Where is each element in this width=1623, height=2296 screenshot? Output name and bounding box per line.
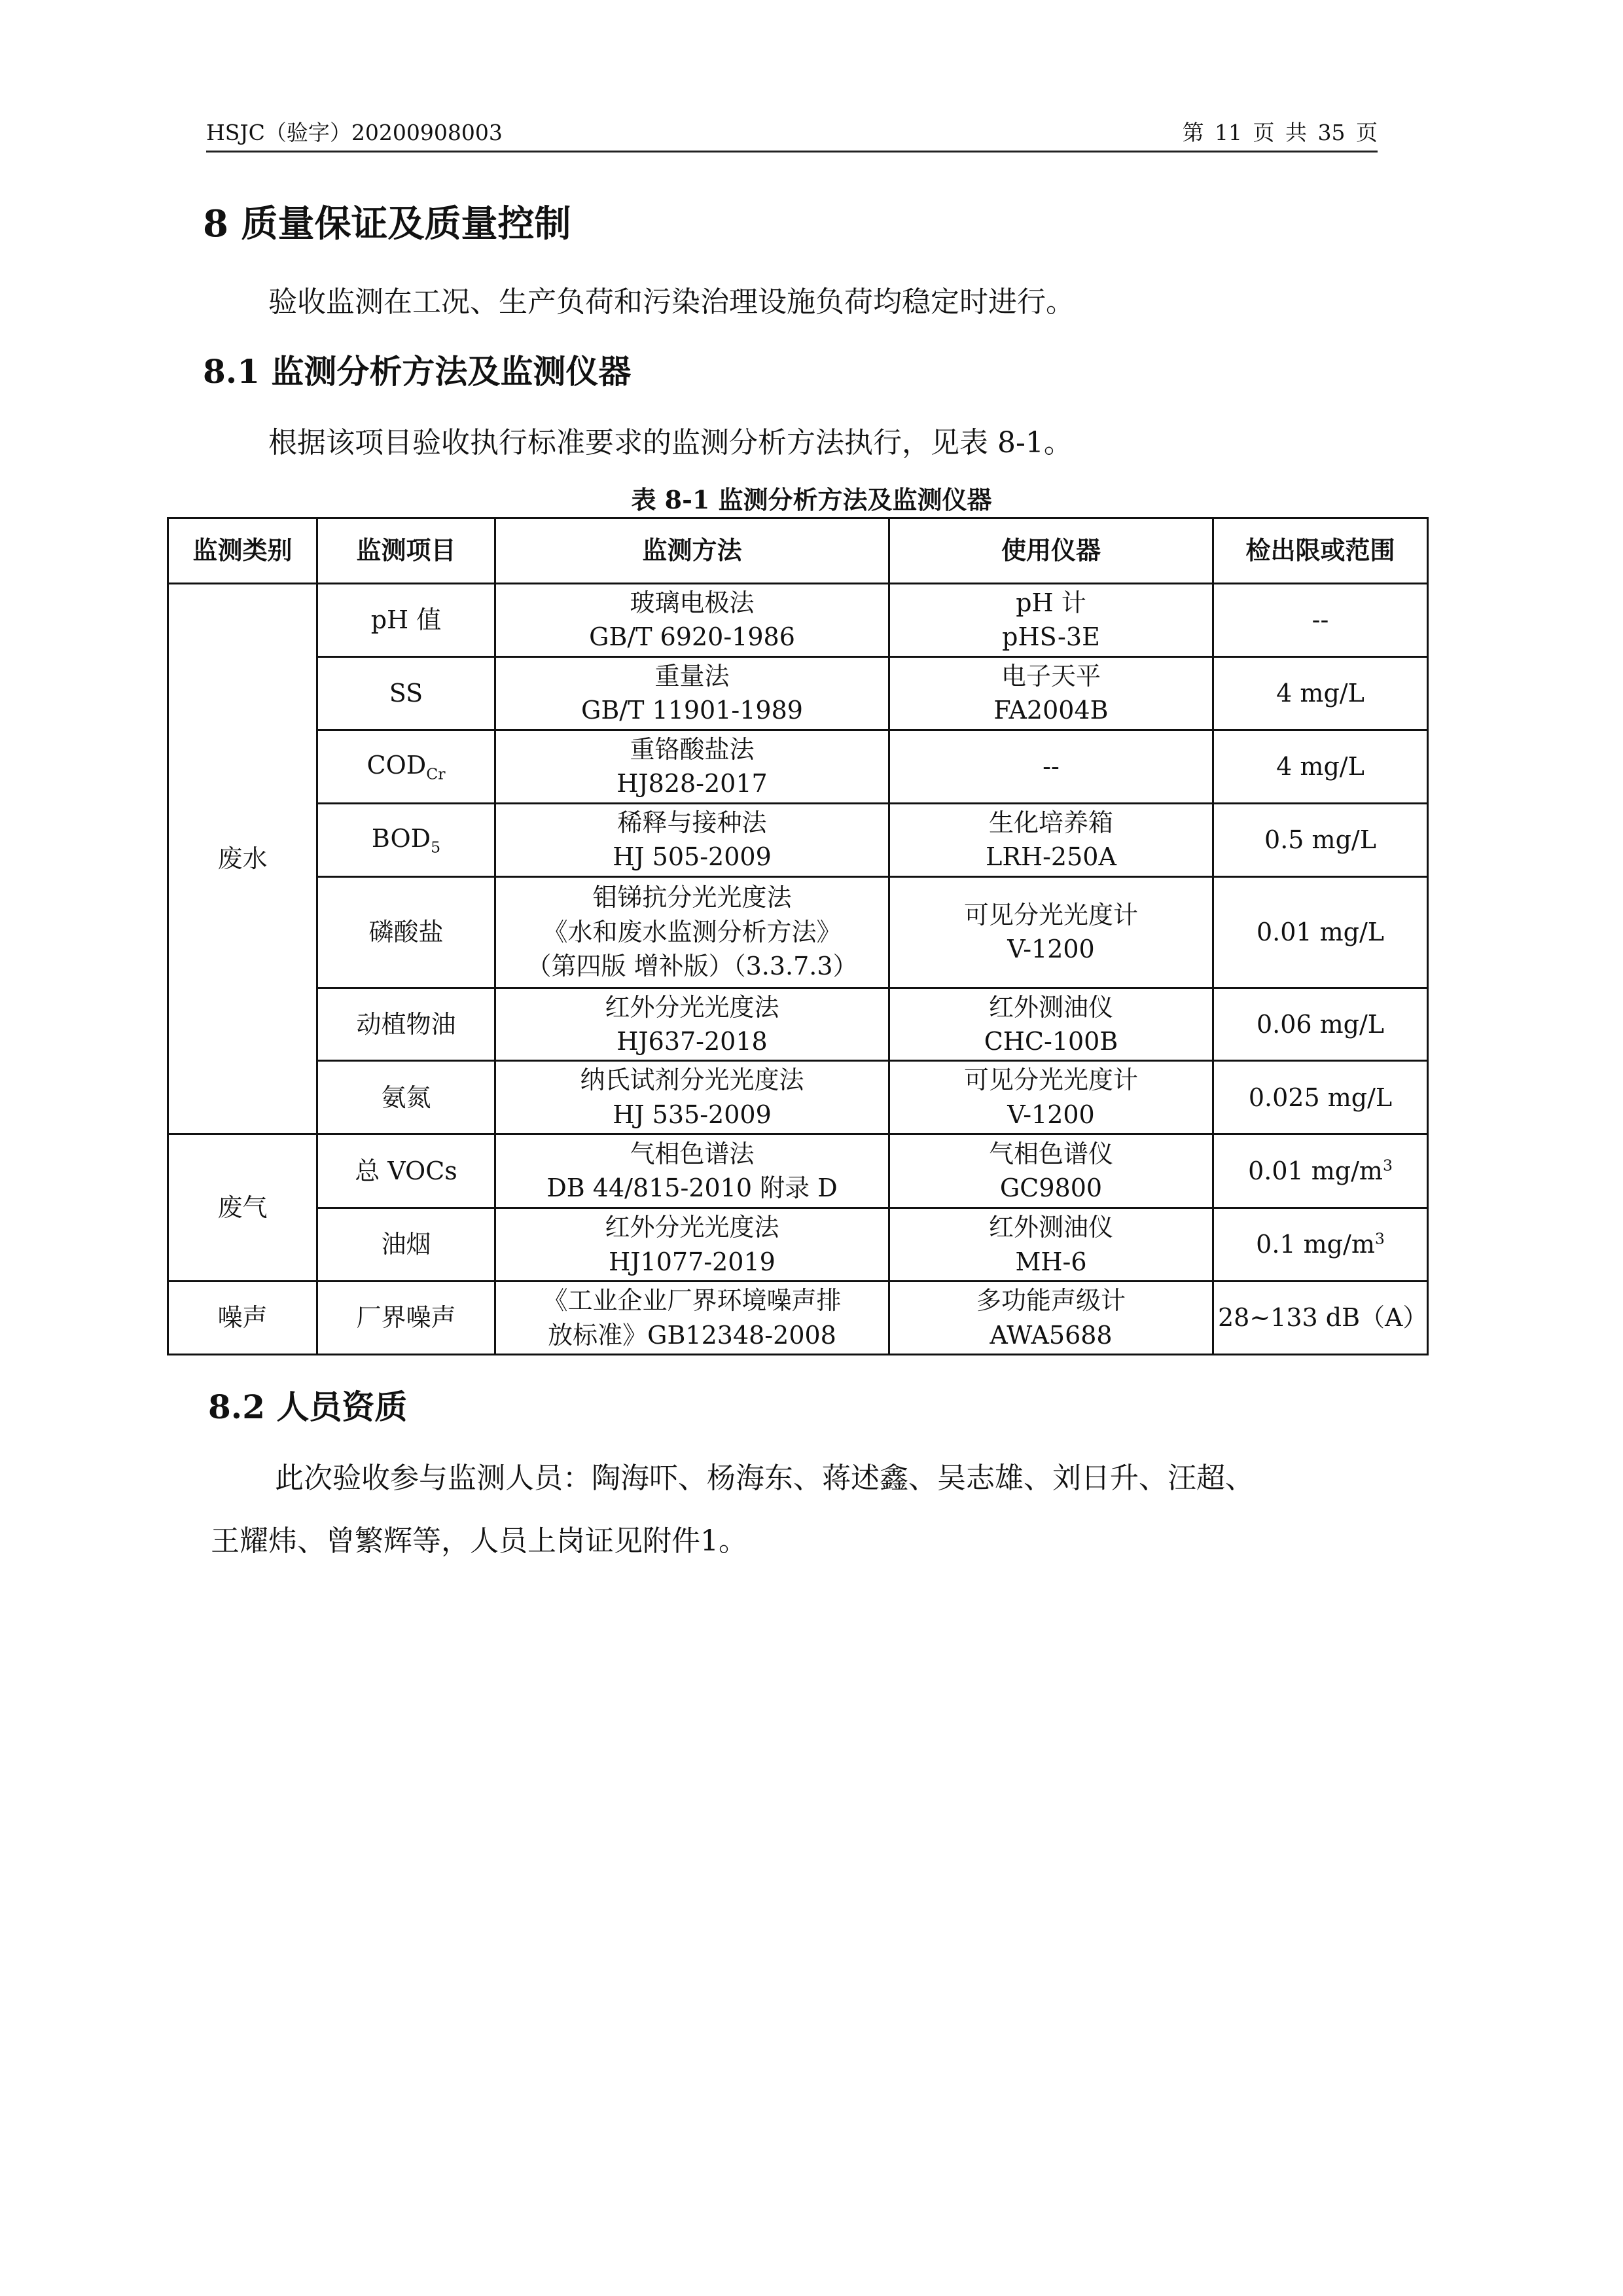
table-row [168,1208,1428,1282]
method-name: 重量法 [654,661,730,691]
item-base: COD [366,751,427,780]
limit-cell [1213,1134,1428,1208]
instrument-cell: -- [889,730,1213,803]
item-cell [317,730,495,803]
item-cell: pH 值 [317,584,495,657]
instrument-cell [889,876,1213,988]
instrument-cell [889,584,1213,657]
category-cell-water: 废水 [168,584,317,1134]
instrument-model: FA2004B [993,696,1109,725]
limit-cell [1213,1208,1428,1282]
limit-base: 0.01 mg/m [1248,1157,1383,1186]
method-standard: GB/T 11901-1989 [581,696,803,725]
limit-cell: 4 mg/L [1213,730,1428,803]
method-standard: HJ637-2018 [616,1026,768,1056]
instrument-model: MH-6 [1015,1247,1087,1276]
method-standard: DB 44/815-2010 附录 D [546,1174,838,1203]
instrument-name: 电子天平 [1001,661,1101,691]
limit-cell: -- [1213,584,1428,657]
item-cell: 磷酸盐 [317,876,495,988]
method-standard: HJ 505-2009 [613,842,772,872]
instrument-name: 红外测油仪 [988,992,1113,1022]
table-row [168,730,1428,803]
method-cell [495,988,889,1061]
method-name: 重铬酸盐法 [630,734,755,764]
method-cell [495,584,889,657]
instrument-model: pHS-3E [1002,622,1100,652]
method-name: 红外分光光度法 [605,992,779,1022]
instrument-model: V-1200 [1007,935,1095,963]
header-instrument: 使用仪器 [889,518,1213,584]
instrument-name: 多功能声级计 [976,1286,1126,1316]
method-cell [495,1134,889,1208]
method-standard: 放标准》GB12348-2008 [548,1320,836,1350]
item-base: BOD [371,824,431,853]
method-name: 气相色谱法 [630,1139,755,1168]
limit-superscript: 3 [1374,1229,1385,1248]
table-row [168,988,1428,1061]
method-edition: （第四版 增补版）（3.3.7.3） [526,952,858,981]
instrument-cell [889,1061,1213,1134]
instrument-name: 生化培养箱 [988,808,1113,837]
method-name: 《工业企业厂界环境噪声排 [543,1286,842,1316]
instrument-model: AWA5688 [990,1320,1113,1350]
limit-superscript: 3 [1382,1156,1393,1175]
item-cell [317,803,495,876]
method-standard: HJ1077-2019 [609,1247,776,1276]
instrument-model: CHC-100B [984,1026,1118,1056]
method-cell [495,1061,889,1134]
table-row [168,1282,1428,1355]
method-name: 红外分光光度法 [605,1213,779,1242]
limit-cell: 0.025 mg/L [1213,1061,1428,1134]
table-caption: 表 8-1 监测分析方法及监测仪器 [631,485,992,514]
section-8-2-line-1: 此次验收参与监测人员：陶海吓、杨海东、蒋述鑫、吴志雄、刘日升、汪超、 [275,1462,1254,1495]
table-row [168,876,1428,988]
table-header-row [168,518,1428,584]
instrument-model: LRH-250A [986,842,1116,872]
instrument-cell [889,803,1213,876]
section-8-1-intro: 根据该项目验收执行标准要求的监测分析方法执行，见表 8-1。 [268,426,1073,459]
instrument-name: pH 计 [1016,588,1086,617]
page-number: 第 11 页 共 35 页 [1182,120,1378,145]
limit-cell: 0.5 mg/L [1213,803,1428,876]
category-cell-gas: 废气 [168,1134,317,1282]
method-standard: HJ 535-2009 [613,1100,772,1129]
method-name: 玻璃电极法 [630,588,755,617]
item-cell: 厂界噪声 [317,1282,495,1355]
header-method: 监测方法 [495,518,889,584]
limit-cell: 0.06 mg/L [1213,988,1428,1061]
item-subscript: 5 [431,838,441,857]
instrument-model: GC9800 [999,1174,1103,1203]
table-row [168,584,1428,657]
instrument-name: 红外测油仪 [988,1213,1113,1242]
section-8-1-title: 8.1 监测分析方法及监测仪器 [203,352,632,391]
document-number: HSJC（验字）20200908003 [206,120,503,145]
method-standard: 《水和废水监测分析方法》 [543,917,842,946]
table-row [168,1061,1428,1134]
page-header [206,118,1378,152]
method-cell [495,1282,889,1355]
instrument-cell [889,1134,1213,1208]
table-row [168,656,1428,730]
instrument-name: 气相色谱仪 [988,1139,1113,1168]
instrument-cell [889,1208,1213,1282]
section-8-intro: 验收监测在工况、生产负荷和污染治理设施负荷均稳定时进行。 [268,285,1075,319]
instrument-name: 可见分光光度计 [963,1066,1138,1095]
instrument-cell [889,988,1213,1061]
table-row [168,1134,1428,1208]
limit-cell: 4 mg/L [1213,656,1428,730]
table-row [168,803,1428,876]
limit-cell: 0.01 mg/L [1213,876,1428,988]
header-category: 监测类别 [168,518,317,584]
method-standard: GB/T 6920-1986 [589,622,795,652]
item-subscript: Cr [426,764,446,783]
method-cell [495,656,889,730]
method-cell [495,730,889,803]
item-cell: SS [317,656,495,730]
instrument-cell [889,1282,1213,1355]
instrument-cell [889,656,1213,730]
section-8-2-line-2: 王耀炜、曾繁辉等，人员上岗证见附件1。 [211,1524,747,1558]
header-item: 监测项目 [317,518,495,584]
item-cell: 油烟 [317,1208,495,1282]
method-cell [495,876,889,988]
method-name: 稀释与接种法 [617,808,767,837]
method-name: 纳氏试剂分光光度法 [580,1066,804,1095]
item-cell: 氨氮 [317,1061,495,1134]
method-cell [495,803,889,876]
method-standard: HJ828-2017 [616,769,768,798]
method-cell [495,1208,889,1282]
header-limit: 检出限或范围 [1213,518,1428,584]
section-8-2-title: 8.2 人员资质 [208,1388,408,1426]
limit-base: 0.1 mg/m [1256,1230,1375,1259]
methods-table [167,517,1429,1355]
instrument-model: V-1200 [1007,1100,1095,1129]
item-cell: 动植物油 [317,988,495,1061]
section-8-title: 8 质量保证及质量控制 [203,202,571,245]
method-name: 钼锑抗分光光度法 [592,883,792,912]
item-cell: 总 VOCs [317,1134,495,1208]
instrument-name: 可见分光光度计 [963,900,1138,929]
limit-cell: 28~133 dB（A） [1213,1282,1428,1355]
category-cell-noise: 噪声 [168,1282,317,1355]
